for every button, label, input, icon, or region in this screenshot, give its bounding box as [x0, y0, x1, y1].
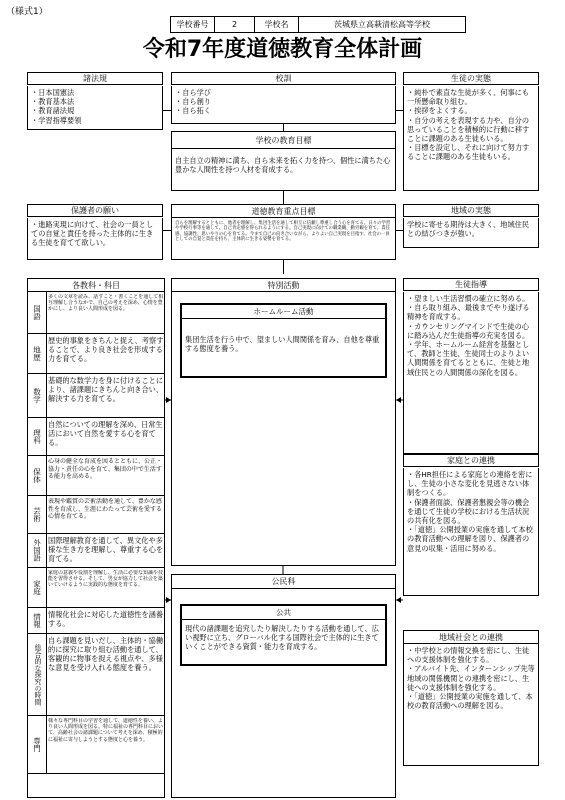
student-guidance-text: ・望ましい生活習慣の確立に努める。 ・自ら取り組み、最後までやり遂げる精神を育成する。 ・カウンセリングマインドで生徒の心に踏み込んだ生徒指導の充実を図る。 ・学年、ホームルーム経営を基盤として、教師と生徒、生徒同士のよりよい人間関係を育てるとともに、生徒と地域住民との人間関係の深化を図る。 [403, 292, 539, 454]
subject-text: 国際理解教育を通して、異文化や多様な生き方を理解し、尊重する心を育てる。 [48, 536, 164, 563]
public-header: 公共 [182, 606, 385, 620]
community-cooperation-text: ・中学校との情報交換を密にし、生徒への支援体制を強化する。 ・アルバイト先、インターンシップ先等地域の関係機関との連携を密にし、生徒への支援体制を強化する。 ・「道徳」公開授業の実施を通して、本校の教育活動への理解を図る。 [403, 644, 539, 766]
school-goal-header: 学校の教育目標 [172, 132, 395, 149]
subject-row [28, 716, 165, 774]
school-goal-text: 自主自立の精神に満ち、自ら未来を拓く力を持つ、個性に満ちた心豊かな人間性を持つ人材を育成する。 [175, 156, 391, 175]
subjects-header: 各教科・科目 [27, 278, 165, 292]
subject-row [28, 418, 165, 456]
parents-wish-text: ・進路実現に向けて、社会の一員としての自覚と責任を持った主体的に生きる生徒を育てて欲しい。 [27, 218, 163, 260]
homeroom-header: ホームルーム活動 [182, 305, 385, 319]
homeroom-text: 集団生活を行う中で、望ましい人間関係を育み、自他を尊重する態度を養う。 [185, 335, 380, 354]
subject-name: 外国語 [28, 534, 47, 567]
subject-text: 歴史的事象をきちんと捉え、考察することで、より良き社会を形成する力を育てる。 [48, 336, 164, 363]
subject-row [28, 568, 165, 608]
laws-list: ・日本国憲法 ・教育基本法 ・教育諸法規 ・学習指導要領 [27, 86, 163, 130]
special-activities-box [171, 278, 396, 566]
subject-name: 総合的な探究の時間 [28, 634, 47, 715]
motto-header: 校訓 [171, 72, 396, 85]
public-box [180, 604, 387, 666]
students-actual-text: ・純朴で素直な生徒が多く、何事にも一所懸命取り組む。 ・挨拶をよくする。 ・自分の考えを表現する力や、自分の思っていることを積極的に行動に移すことに課題のある生徒もいる。 ・目標を設定し、それに向けて努力することに課題のある生徒もいる。 [403, 86, 539, 191]
school-name: 茨城県立高萩清松高等学校 [334, 20, 430, 29]
laws-header: 諸法規 [27, 72, 163, 85]
subject-text: 表現や鑑賞の芸術活動を通して、豊かな感性を育成し、生涯にわたって芸術を愛する心情を育てる。 [48, 498, 163, 521]
form-label: （様式1） [6, 7, 48, 17]
moral-goal-box [171, 204, 396, 260]
subject-name: 国語 [28, 292, 47, 333]
subject-name: 家庭 [28, 568, 47, 607]
subject-name: 保体 [28, 456, 47, 495]
subject-row [28, 634, 165, 716]
homeroom-box [180, 303, 387, 378]
school-goal-box [171, 131, 396, 191]
subject-row [28, 292, 165, 334]
subject-row [28, 608, 165, 634]
subject-text: 情報化社会に対応した道徳性を涵養する。 [48, 610, 164, 628]
school-name-label: 学校名 [255, 17, 299, 32]
community-cooperation-header: 地域社会との連携 [403, 630, 539, 644]
subject-name: 地歴 [28, 334, 47, 373]
subject-text: 自然についての理解を深め、日常生活において自然を愛する心を育てる。 [48, 420, 163, 447]
moral-goal-header: 道徳教育重点目標 [172, 205, 395, 218]
subject-row [28, 374, 165, 418]
subject-row [28, 456, 165, 496]
school-number-label: 学校番号 [171, 17, 215, 32]
subject-text: 自ら課題を見いだし、主体的・協働的に探究に取り組む活動を通して、客観的に物事を捉える視点や、多様な意見を受け入れる態度を養う。 [48, 636, 164, 672]
subject-name: 専門 [28, 716, 47, 773]
page-title: 令和7年度道徳教育全体計画 [142, 37, 423, 62]
region-actual-text: 学校に寄せる期待は大きく、地域住民との結びつきが強い。 [403, 218, 539, 248]
subject-name: 数学 [28, 374, 47, 417]
home-cooperation-text: ・各HR担任による家庭との連絡を密にし、生徒の小さな変化を見逃さない体制をつくる。 ・保護者面談、保護者懇親会等の機会を通じて生徒の学校における生活状況の共有化を図る。 ・「道徳」公開授業の実施を通して本校の教育活動への理解を図り、保護者の意見の収集・活用に努める。 [403, 468, 539, 596]
subjects-table [27, 292, 165, 798]
subject-row [28, 496, 165, 534]
subject-row [28, 334, 165, 374]
home-cooperation-header: 家庭との連携 [403, 454, 539, 467]
student-guidance-header: 生徒指導 [403, 278, 539, 291]
civics-box [171, 574, 396, 798]
subject-name: 理科 [28, 418, 47, 455]
civics-header: 公民科 [172, 575, 395, 589]
moral-goal-text: 自らを理解するとともに、他者を理解し、集団生活を通して相互に信頼し尊重し合う心を育てる。日々の学習や学校行事等を通して、自己肯定感を得られるようにする。自己実現に向けての職業観、勤労観を育て、責任感、協調性、思いやりの心を育てる。今まで自己の向き合いながら、よりよい自己実現を目指す。社会の一員としての自覚と責任を持ち、主体的に生きる姿勢を育てる。 [175, 221, 391, 243]
subject-text: 多くの文章を読み、話すこと・書くことを通して相互理解し合うなかで、自己の考えを深め、心情を豊かにし、より良い人間形成を図る。 [48, 294, 164, 313]
students-actual-header: 生徒の実態 [403, 72, 539, 85]
motto-list: ・自ら学び ・自ら創り ・自ら拓く [171, 86, 396, 124]
subject-row [28, 534, 165, 568]
public-text: 現代の諸課題を追究したり解決したりする活動を通して、広い視野に立ち、グローバル化する国際社会で主体的に生きていくことができる資質・能力を育成する。 [185, 624, 379, 652]
subject-text: 家庭の意義や役割を理解し、生活に必要な知識や技能を習得させる。そして、男女が協力して社会を築いていけるように実践的な態度を育てる。 [48, 570, 164, 589]
parents-wish-header: 保護者の願い [27, 204, 163, 217]
school-number: 2 [215, 17, 255, 32]
region-actual-header: 地域の実態 [403, 204, 539, 217]
subject-text: 基礎的な数学力を身に付けることにより、諸課題にきちんと向き合い、解決する力を育てる。 [48, 376, 164, 403]
school-info-row [170, 16, 466, 33]
subject-name: 情報 [28, 608, 47, 633]
subject-text: 心身の健全な育成を図るとともに、公正・協力・責任の心を育て、集団の中で生活する能力を高める。 [48, 458, 163, 481]
subject-name: 芸術 [28, 496, 47, 533]
special-activities-header: 特別活動 [172, 279, 395, 292]
subject-text: 様々な専門科目の学習を通して、道徳性を養い、より良い人間形成を図る。特に福祉の専門科目において、高齢社会の諸課題について考えを深め、積極的に福祉に寄与しようとする態度と心を養う。 [48, 718, 164, 743]
